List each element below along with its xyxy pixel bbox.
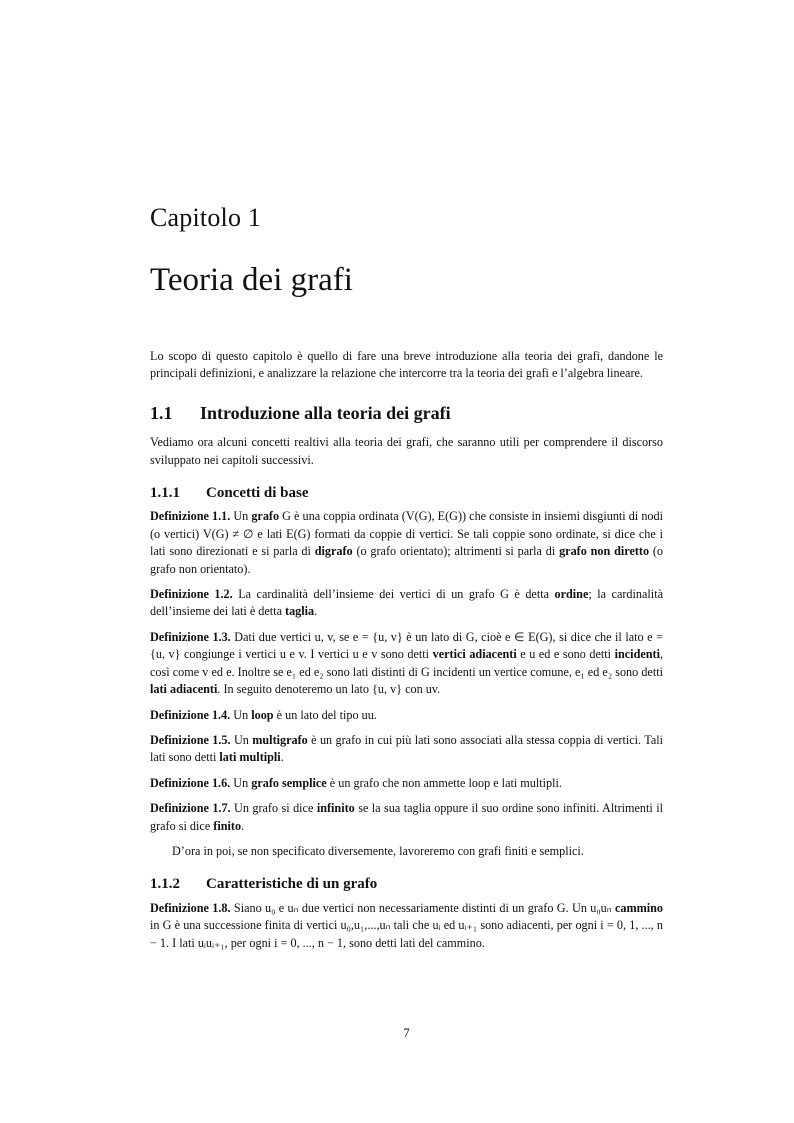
defined-term: grafo non diretto (559, 544, 650, 559)
chapter-title: Teoria dei grafi (150, 262, 353, 298)
subsection-title: Caratteristiche di un grafo (206, 876, 378, 893)
subsection-heading (150, 485, 663, 502)
defined-term: multigrafo (252, 732, 308, 747)
subsection-title: Concetti di base (206, 485, 309, 502)
page-number: 7 (403, 1026, 410, 1040)
definition-1-3 (150, 629, 663, 699)
definition-text: Un grafo si dice (234, 801, 314, 816)
definition-1-4 (150, 707, 663, 724)
definition-text: (o grafo orientato); altrimenti si parla di (356, 544, 556, 559)
subsection-number: 1.1.2 (150, 876, 180, 893)
definition-text: Un (233, 707, 249, 722)
definition-text: (o grafo non orientato). (150, 544, 664, 576)
defined-term: vertici adiacenti (432, 647, 517, 662)
chapter-label: Capitolo 1 (150, 203, 262, 232)
definition-label: Definizione 1.5. (150, 732, 231, 747)
defined-term: ordine (554, 587, 589, 602)
definition-text: . (314, 604, 318, 619)
subsection-heading (150, 876, 663, 893)
defined-term: cammino (614, 900, 664, 915)
definition-1-5 (150, 732, 663, 767)
definition-text: in G è una successione finita di vertici u₀,u₁,...,uₙ tali che uᵢ ed uᵢ₊₁ sono adiacenti, per ogni i = 0, 1, ..., n − 1. I lati uᵢuᵢ₊₁, per ogni i = 0, ..., n − 1, sono detti lati del cammino. (150, 918, 663, 950)
page (150, 0, 663, 1123)
definition-text: se la sua taglia oppure il suo ordine sono infiniti. Altrimenti il grafo si dice (150, 801, 664, 833)
section-intro: Vediamo ora alcuni concetti realtivi alla teoria dei grafi, che saranno utili per comprendere il discorso sviluppato nei capitoli successivi. (150, 435, 663, 467)
definition-text: è un grafo in cui più lati sono associati alla stessa coppia di vertici. Tali lati sono detti (150, 732, 664, 765)
definition-text: . In seguito denoteremo un lato {u, v} con uv. (217, 682, 441, 697)
definition-text: . (280, 750, 284, 765)
definition-text: Dati due vertici u, v, se e = {u, v} è un lato di G, cioè e ∈ E(G), si dice che il lato e = {u, v} congiunge i vertici u e v. I vertici u e v sono detti (150, 629, 663, 662)
defined-term: loop (251, 707, 274, 722)
definition-text: Siano u₀ e uₙ due vertici non necessariamente distinti di un grafo G. Un u₀uₙ (233, 900, 612, 915)
section-heading (150, 402, 663, 423)
remark-paragraph: D’ora in poi, se non specificato diversemente, lavoreremo con grafi finiti e semplici. (172, 843, 584, 858)
definition-1-2 (150, 586, 663, 621)
defined-term: incidenti (614, 647, 660, 662)
definition-label: Definizione 1.3. (150, 629, 231, 644)
definition-text: , così come v ed e. Inoltre se e₁ ed e₂ sono lati distinti di G incidenti un vertice comune, e₁ ed e₂ sono detti (150, 647, 664, 679)
definition-text: G è una coppia ordinata (V(G), E(G)) che consiste in insiemi disgiunti di nodi (o vertici) V(G) ≠ ∅ e lati E(G) formati da coppie di vertici. Se tali coppie sono ordinate, si dice che i lati sono direzionati e si parla di (150, 509, 663, 559)
definition-text: La cardinalità dell’insieme dei vertici di un grafo G è detta (238, 587, 550, 602)
definition-label: Definizione 1.7. (150, 801, 231, 816)
defined-term: infinito (316, 801, 355, 816)
definition-label: Definizione 1.1. (150, 509, 231, 524)
section-number: 1.1 (150, 402, 173, 423)
chapter-intro: Lo scopo di questo capitolo è quello di fare una breve introduzione alla teoria dei grafi, dandone le principali definizioni, e analizzare la relazione che intercorre tra la teoria dei grafi e l’algebra lineare. (150, 349, 663, 381)
definition-1-6 (150, 775, 663, 792)
definition-text: . (241, 818, 245, 833)
definition-label: Definizione 1.2. (150, 587, 233, 602)
definition-text: Un (233, 509, 249, 524)
definition-text: è un lato del tipo uu. (276, 707, 377, 722)
definition-1-7 (150, 800, 663, 835)
defined-term: grafo semplice (251, 775, 327, 790)
definition-text: ; la cardinalità dell’insieme dei lati è detta (150, 587, 663, 619)
definition-text: Un (233, 775, 249, 790)
definition-label: Definizione 1.6. (150, 775, 231, 790)
definition-label: Definizione 1.8. (150, 900, 231, 915)
body-text (150, 348, 663, 960)
definition-text: e u ed e sono detti (520, 647, 612, 662)
defined-term: grafo (251, 509, 280, 524)
defined-term: finito (213, 818, 242, 833)
defined-term: lati multipli (219, 750, 281, 765)
definition-text: è un grafo che non ammette loop e lati multipli. (329, 775, 562, 790)
definition-1-1 (150, 508, 663, 578)
subsection-number: 1.1.1 (150, 485, 180, 502)
defined-term: taglia (285, 604, 315, 619)
section-title: Introduzione alla teoria dei grafi (200, 402, 451, 423)
definition-1-8 (150, 900, 663, 952)
definition-label: Definizione 1.4. (150, 707, 231, 722)
definition-text: Un (233, 732, 249, 747)
defined-term: digrafo (314, 544, 353, 559)
defined-term: lati adiacenti (150, 682, 218, 697)
